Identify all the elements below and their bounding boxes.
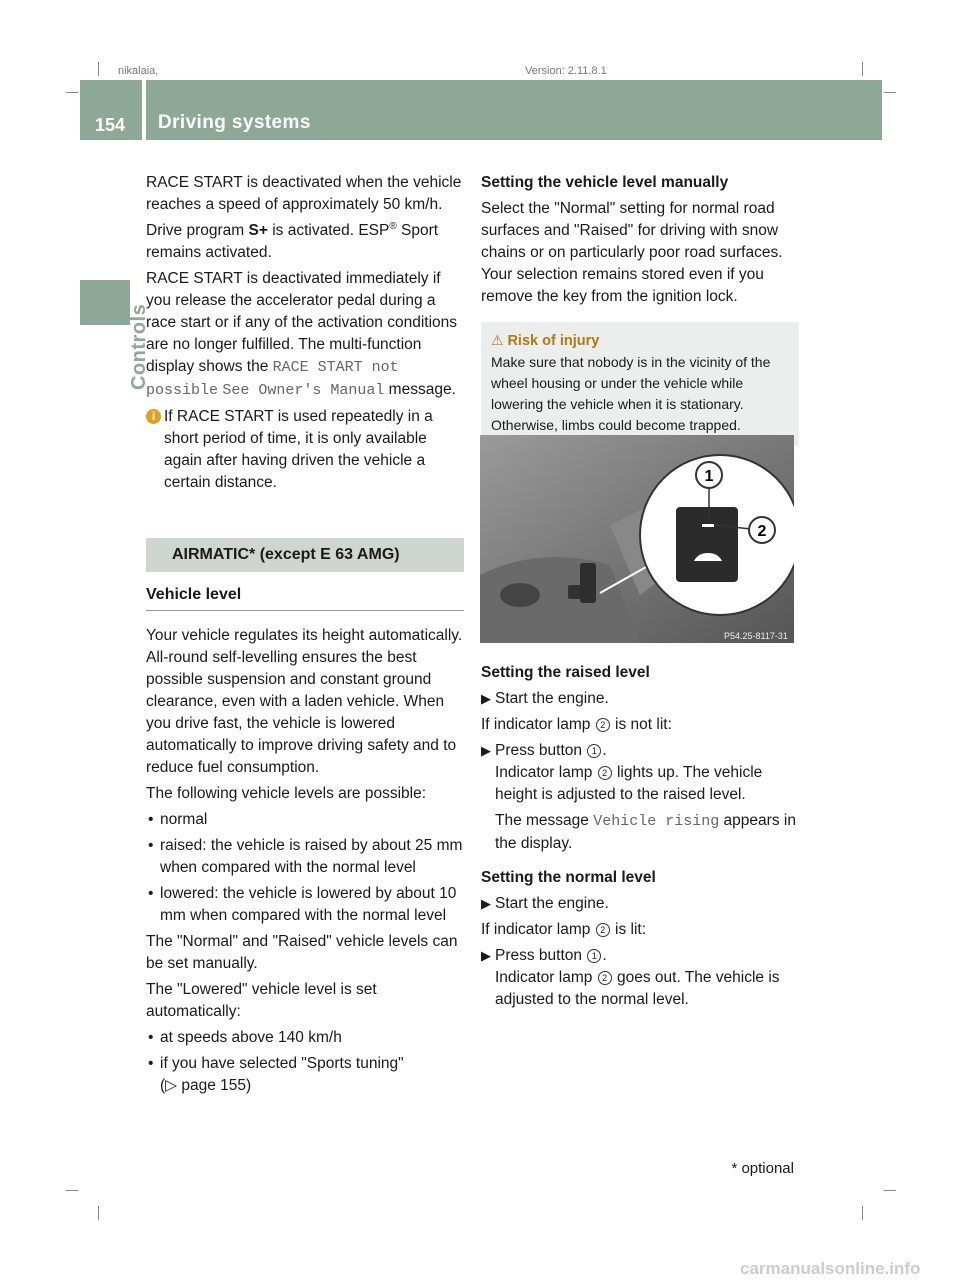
step-item: ▶ Start the engine. xyxy=(481,688,799,710)
warning-box: ⚠ Risk of injury Make sure that nobody is in the vicinity of the wheel housing or under the vehicle while lowering the vehicle when it is stationary. Otherwise, limbs could become trapped. xyxy=(481,322,799,446)
optional-footnote: * optional xyxy=(731,1160,794,1177)
right-column-lower xyxy=(481,662,799,1015)
list-item: • if you have selected "Sports tuning" (▷ page 155) xyxy=(146,1053,464,1097)
indicator-lamp-ref: 2 xyxy=(596,718,610,732)
paragraph: RACE START is deactivated when the vehicle reaches a speed of approximately 50 km/h. xyxy=(146,174,462,213)
page-reference-link[interactable]: (▷ page 155) xyxy=(160,1077,252,1094)
button-ref: 1 xyxy=(587,949,601,963)
indicator-lamp-ref: 2 xyxy=(598,766,612,780)
info-icon: i xyxy=(146,409,161,424)
paragraph: RACE START is deactivated immediately if you release the accelerator pedal during a race start or if any of the activation conditions are no longer fulfilled. The multi-function display shows the RACE START not possible See Owner's Manual message. xyxy=(146,270,458,399)
page-title: Driving systems xyxy=(158,112,311,133)
crop-mark xyxy=(884,92,896,93)
crop-mark xyxy=(66,92,78,93)
condition: If indicator lamp 2 is not lit: xyxy=(481,716,672,733)
step-note: The message Vehicle rising appears in the display. xyxy=(495,812,796,852)
paragraph: Drive program S+ is activated. ESP® Sport remains activated. xyxy=(146,220,439,261)
paragraph: Select the "Normal" setting for normal road surfaces and "Raised" for driving with snow chains or on particularly poor road surfaces. Your selection remains stored even if you remove the key from the ignition lock. xyxy=(481,200,783,305)
paragraph: The "Lowered" vehicle level is set automatically: xyxy=(146,981,377,1020)
warning-icon: ⚠ xyxy=(491,332,504,348)
button-ref: 1 xyxy=(587,744,601,758)
list-item: • raised: the vehicle is raised by about 25 mm when compared with the normal level xyxy=(146,835,464,879)
step-arrow-icon: ▶ xyxy=(481,743,491,758)
step-item: ▶ Press button 1 . Indicator lamp 2 goes out. The vehicle is adjusted to the normal level. xyxy=(481,947,780,1008)
step-item: ▶ Start the engine. xyxy=(481,893,799,915)
crop-mark xyxy=(66,1190,78,1191)
airmatic-button-photo xyxy=(480,435,794,643)
step-arrow-icon: ▶ xyxy=(481,691,491,706)
indicator-lamp-ref: 2 xyxy=(596,923,610,937)
condition: If indicator lamp 2 is lit: xyxy=(481,921,647,938)
list-item: • lowered: the vehicle is lowered by about 10 mm when compared with the normal level xyxy=(146,883,464,927)
heading: Setting the vehicle level manually xyxy=(481,174,729,191)
header-fragment-right: Version: 2.11.8.1 xyxy=(525,65,607,77)
paragraph: The "Normal" and "Raised" vehicle levels can be set manually. xyxy=(146,933,458,972)
info-note: i If RACE START is used repeatedly in a short period of time, it is only available again after having driven the vehicle a certain distance. xyxy=(146,406,464,494)
page-number: 154 xyxy=(94,115,126,135)
callout-2: 2 xyxy=(757,523,767,540)
right-column xyxy=(481,172,799,446)
side-tab-marker xyxy=(80,280,130,325)
list-item: • at speeds above 140 km/h xyxy=(146,1027,464,1049)
side-tab-label: Controls xyxy=(128,303,150,390)
crop-mark xyxy=(98,1206,99,1220)
header-fragment-left: nikalaia, xyxy=(118,65,159,77)
step-item: ▶ Press button 1 . Indicator lamp 2 lights up. The vehicle height is adjusted to the raised level. xyxy=(481,742,763,803)
crop-mark xyxy=(862,1206,863,1220)
callout-1: 1 xyxy=(704,468,714,485)
crop-mark xyxy=(98,62,99,76)
heading: Setting the raised level xyxy=(481,664,650,681)
crop-mark xyxy=(884,1190,896,1191)
step-arrow-icon: ▶ xyxy=(481,948,491,963)
header-divider xyxy=(142,80,146,140)
crop-mark xyxy=(862,62,863,76)
section-heading: AIRMATIC* (except E 63 AMG) xyxy=(146,538,464,572)
left-column xyxy=(146,172,464,1101)
paragraph: The following vehicle levels are possible: xyxy=(146,785,427,802)
watermark: carmanualsonline.info xyxy=(740,1259,921,1278)
paragraph: Your vehicle regulates its height automatically. All-round self-levelling ensures the best possible suspension and constant ground clearance, even with a laden vehicle. When you drive fast, the vehicle is lowered automatically to improve driving safety and to reduce fuel consumption. xyxy=(146,627,463,776)
subsection-heading: Vehicle level xyxy=(146,584,464,611)
heading: Setting the normal level xyxy=(481,869,656,886)
warning-text: Make sure that nobody is in the vicinity of the wheel housing or under the vehicle while lowering the vehicle when it is stationary. Otherwise, limbs could become trapped. xyxy=(491,354,771,433)
list-item: • normal xyxy=(146,809,464,831)
photo-code: P54.25-8117-31 xyxy=(724,631,788,641)
step-arrow-icon: ▶ xyxy=(481,896,491,911)
indicator-lamp-ref: 2 xyxy=(598,971,612,985)
